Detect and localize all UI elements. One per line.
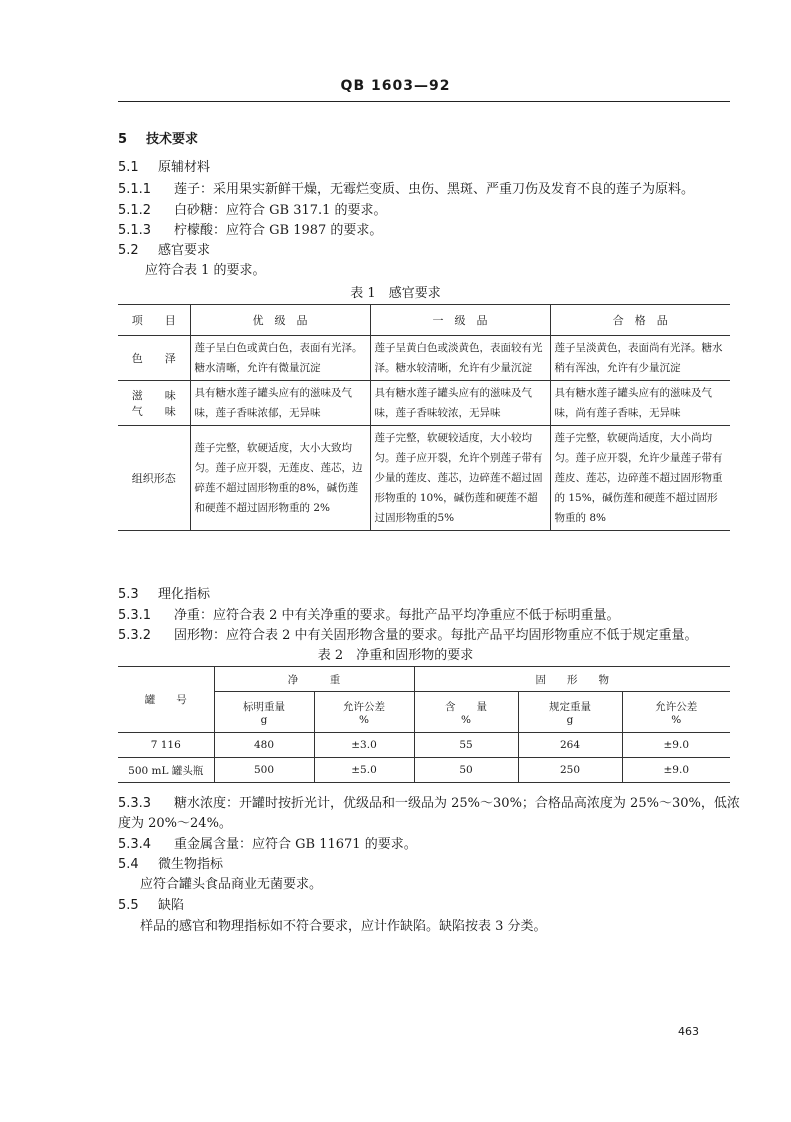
section-5-1-heading: 5.1 原辅材料 [118,160,211,175]
clause-5-3-1: 5.3.1 净重：应符合表 2 中有关净重的要求。每批产品平均净重应不低于标明重量。 [118,608,620,623]
page-number: 463 [678,1025,699,1038]
cell-marked: 480 [214,733,314,758]
header-first-grade: 一 级 品 [370,305,550,336]
header-qualified: 合 格 品 [550,305,730,336]
cell-tol2: ±9.0 [622,733,730,758]
table-row [118,758,730,783]
header-net-weight: 净 重 [214,667,414,692]
header-item: 项 目 [118,305,190,336]
cell-content: 50 [414,758,518,783]
clause-5-3-3-cont: 度为 20%～24%。 [118,816,232,831]
cell-first-grade: 莲子完整，软硬较适度，大小较均匀。莲子应开裂，允许个别莲子带有少量的莲皮、莲芯，边碎莲不超过固形物重的 10%，碱伤莲和硬莲不超过固形物重的5% [370,426,550,531]
sensory-requirements-table [118,304,730,531]
table-1-caption: 表 1 感官要求 [350,286,441,301]
cell-tol1: ±5.0 [314,758,414,783]
header-superior: 优 级 品 [190,305,370,336]
row-item: 滋 味 气 味 [118,381,190,426]
table-row [118,426,730,531]
header-tolerance-net: 允许公差 % [314,692,414,733]
cell-qualified: 莲子呈淡黄色，表面尚有光泽。糖水稍有浑浊，允许有少量沉淀 [550,336,730,381]
cell-can: 7 116 [118,733,214,758]
cell-first-grade: 具有糖水莲子罐头应有的滋味及气味，莲子香味较浓，无异味 [370,381,550,426]
cell-marked: 500 [214,758,314,783]
table-2-caption: 表 2 净重和固形物的要求 [317,648,474,663]
table-row [118,733,730,758]
cell-qualified: 具有糖水莲子罐头应有的滋味及气味，尚有莲子香味，无异味 [550,381,730,426]
section-5-4-heading: 5.4 微生物指标 [118,857,224,872]
cell-spec: 264 [518,733,622,758]
clause-5-1-2: 5.1.2 白砂糖：应符合 GB 317.1 的要求。 [118,203,387,218]
cell-first-grade: 莲子呈黄白色或淡黄色，表面较有光泽。糖水较清晰，允许有少量沉淀 [370,336,550,381]
header-solids: 固 形 物 [414,667,730,692]
net-weight-solids-table [118,666,730,783]
row-item: 组织形态 [118,426,190,531]
cell-spec: 250 [518,758,622,783]
cell-can: 500 mL 罐头瓶 [118,758,214,783]
header-marked-weight: 标明重量 g [214,692,314,733]
table-row [118,336,730,381]
cell-superior: 莲子完整，软硬适度，大小大致均匀。莲子应开裂，无莲皮、莲芯，边碎莲不超过固形物重的8%，碱伤莲和硬莲不超过固形物重的 2% [190,426,370,531]
cell-tol1: ±3.0 [314,733,414,758]
header-content: 含 量 % [414,692,518,733]
clause-5-1-3: 5.1.3 柠檬酸：应符合 GB 1987 的要求。 [118,223,383,238]
section-5-heading: 5 技术要求 [118,132,199,147]
cell-tol2: ±9.0 [622,758,730,783]
section-5-2-heading: 5.2 感官要求 [118,243,211,258]
section-5-5-heading: 5.5 缺陷 [118,898,185,913]
table-header-row [118,305,730,336]
cell-superior: 具有糖水莲子罐头应有的滋味及气味，莲子香味浓郁，无异味 [190,381,370,426]
cell-content: 55 [414,733,518,758]
clause-5-1-1: 5.1.1 莲子：采用果实新鲜干燥，无霉烂变质、虫伤、黑斑、严重刀伤及发育不良的莲子为原料。 [118,182,695,197]
section-5-3-heading: 5.3 理化指标 [118,587,211,602]
cell-qualified: 莲子完整，软硬尚适度，大小尚均匀。莲子应开裂，允许少量莲子带有莲皮、莲芯，边碎莲不超过固形物重的 15%，碱伤莲和硬莲不超过固形物重的 8% [550,426,730,531]
header-can-number: 罐 号 [118,667,214,733]
header-tolerance-solids: 允许公差 % [622,692,730,733]
cell-superior: 莲子呈白色或黄白色，表面有光泽。糖水清晰，允许有微量沉淀 [190,336,370,381]
header-specified-weight: 规定重量 g [518,692,622,733]
clause-5-3-2: 5.3.2 固形物：应符合表 2 中有关固形物含量的要求。每批产品平均固形物重应不低于规定重量。 [118,628,698,643]
table-row [118,381,730,426]
section-5-2-text: 应符合表 1 的要求。 [145,263,266,278]
section-5-5-text: 样品的感官和物理指标如不符合要求，应计作缺陷。缺陷按表 3 分类。 [140,919,547,934]
clause-5-3-3: 5.3.3 糖水浓度：开罐时按折光计，优级品和一级品为 25%～30%；合格品高浓度为 25%～30%，低浓 [118,796,740,811]
header-rule [118,101,730,102]
row-item: 色 泽 [118,336,190,381]
section-5-4-text: 应符合罐头食品商业无菌要求。 [140,877,323,892]
standard-code-header: QB 1603—92 [340,78,451,94]
clause-5-3-4: 5.3.4 重金属含量：应符合 GB 11671 的要求。 [118,837,417,852]
